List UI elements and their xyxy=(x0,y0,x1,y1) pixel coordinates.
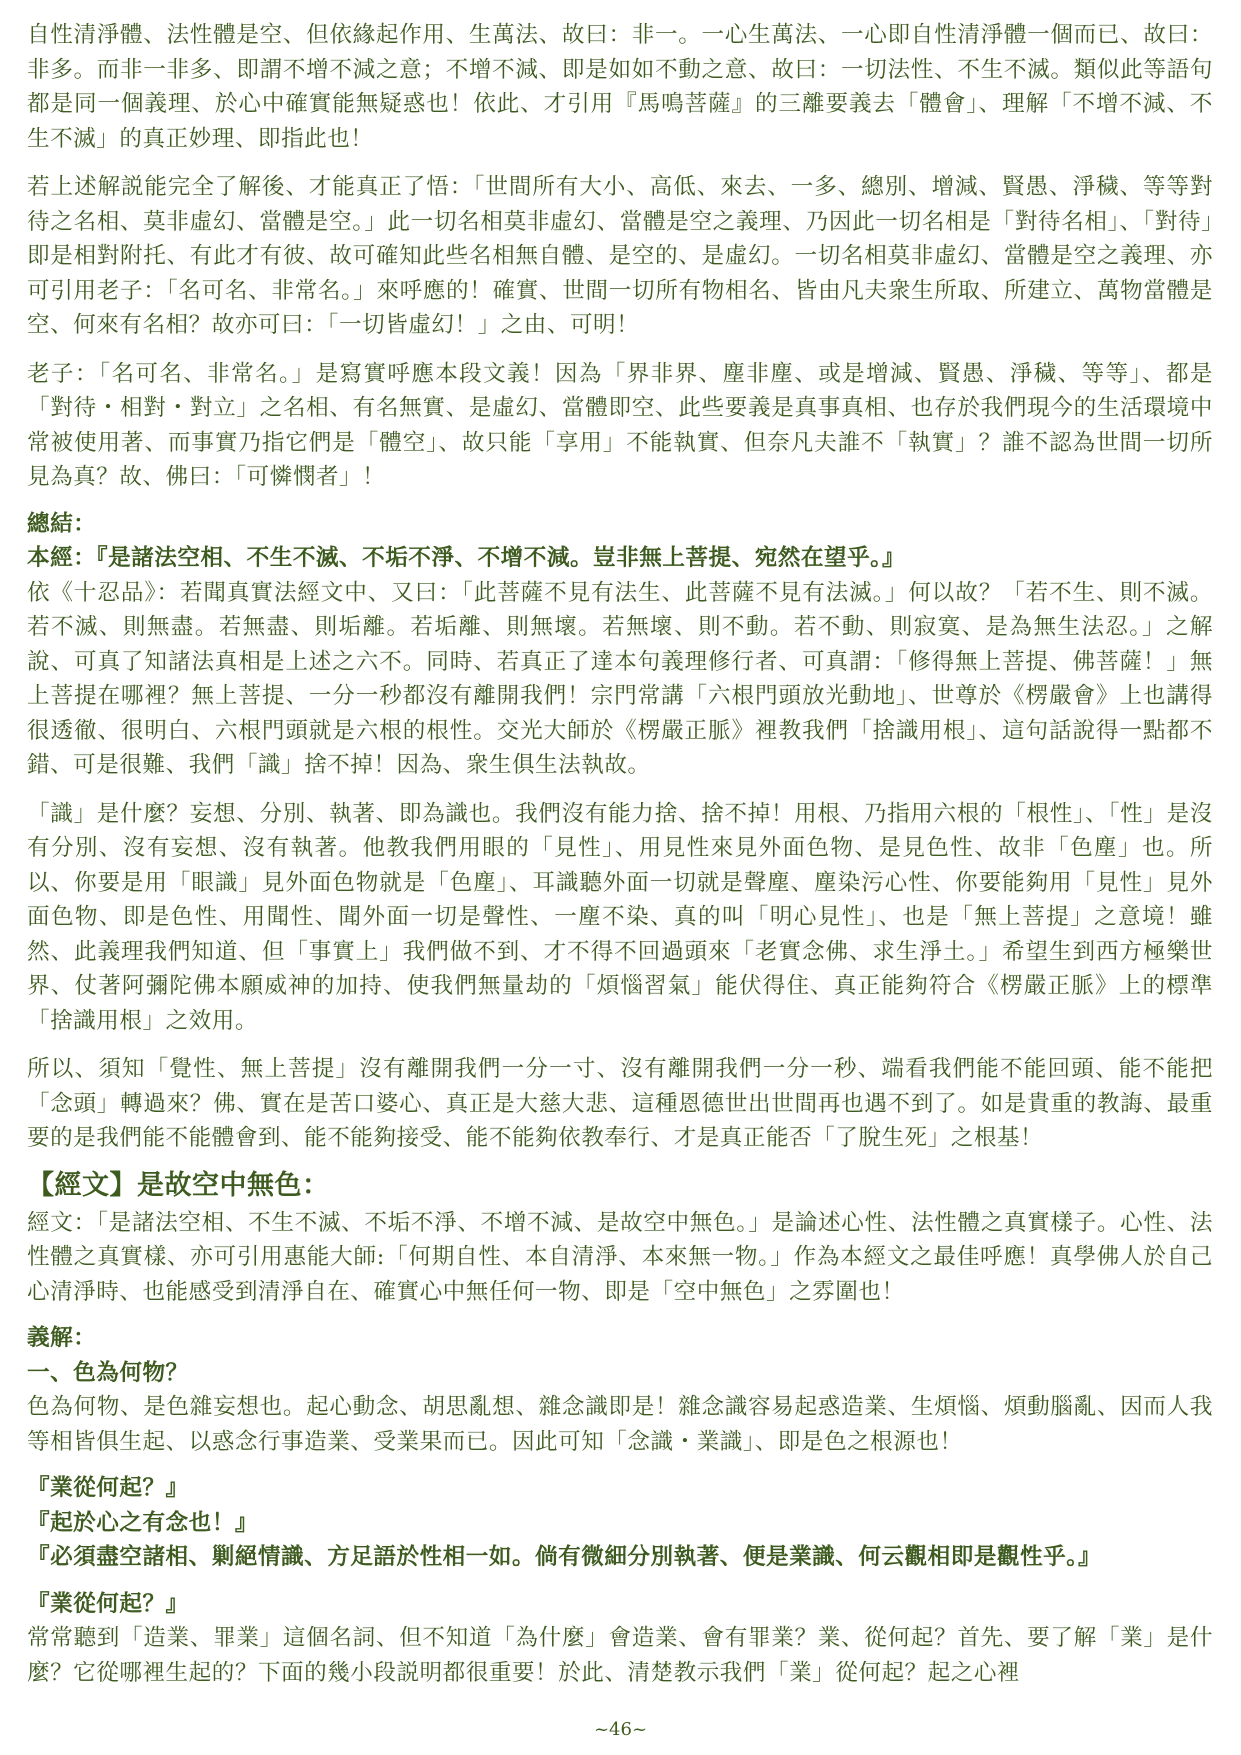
heading-explanation: 義解： xyxy=(27,1325,97,1351)
quote-3: 『必須盡空諸相、剿絕情識、方足語於性相一如。倘有微細分別執著、便是業識、何云觀相即是觀性乎。』 xyxy=(27,1544,1102,1570)
page-number: ~46~ xyxy=(593,1719,648,1740)
paragraph-2: 若上述解説能完全了解後、才能真正了悟：「世間所有大小、高低、來去、一多、總別、增減、賢愚、淨穢、等等對待之名相、莫非虛幻、當體是空。」此一切名相莫非虛幻、當體是空之義理、乃因此一切名相是「對待名相」、「對待」即是相對附托、有此才有彼、故可確知此些名相無自體、是空的、是虛幻。一切名相莫非虛幻、當體是空之義理、亦可引用老子：「名可名、非常名。」來呼應的！確實、世間一切所有物相名、皆由凡夫衆生所取、所建立、萬物當體是空、何來有名相？故亦可曰：「一切皆虛幻！」之由、可明！ xyxy=(27,174,1213,338)
paragraph-4: 依《十忍品》：若聞真實法經文中、又曰：「此菩薩不見有法生、此菩薩不見有法滅。」何以故？「若不生、則不滅。若不滅、則無盡。若無盡、則垢離。若垢離、則無壞。若無壞、則不動。若不動、則寂寞、是為無生法忍。」之解說、可真了知諸法真相是上述之六不。同時、若真正了達本句義理修行者、可真謂：「修得無上菩提、佛菩薩！」無上菩提在哪裡？無上菩提、一分一秒都沒有離開我們！宗門常講「六根門頭放光動地」、世尊於《楞嚴會》上也講得很透徹、很明白、六根門頭就是六根的根性。交光大師於《楞嚴正脈》裡教我們「捨識用根」、這句話說得一點都不錯、可是很難、我們「識」捨不掉！因為、衆生俱生法執故。 xyxy=(27,579,1213,778)
paragraph-8: 色為何物、是色雜妄想也。起心動念、胡思亂想、雜念識即是！雜念識容易起惑造業、生煩惱、煩動腦亂、因而人我等相皆俱生起、以惑念行事造業、受業果而已。因此可知「念識・業識」、即是色之根源也！ xyxy=(27,1394,1213,1455)
quote-4: 『業從何起？』 xyxy=(27,1590,189,1617)
paragraph-7: 經文：「是諸法空相、不生不滅、不垢不淨、不增不減、是故空中無色。」是論述心性、法性體之真實樣子。心性、法性體之真實樣、亦可引用惠能大師:「何期自性、本自清淨、本來無一物。」作為本經文之最佳呼應！真學佛人於自己心清淨時、也能感受到清淨自在、確實心中無任何一物、即是「空中無色」之雰圍也！ xyxy=(27,1209,1213,1305)
quote-1: 『業從何起？』 xyxy=(27,1475,189,1501)
paragraph-3: 老子：「名可名、非常名。」是寫實呼應本段文義！因為「界非界、塵非塵、或是增減、賢愚、淨穢、等等」、都是「對待・相對・對立」之名相、有名無實、是虛幻、當體即空、此些要義是真事真相、也存於我們現今的生活環境中常被使用著、而事實乃指它們是「體空」、故只能「享用」不能執實、但奈凡夫誰不「執實」？誰不認為世間一切所見為真？故、佛曰：「可憐憫者」！ xyxy=(27,360,1213,490)
paragraph-1: 自性清淨體、法性體是空、但依緣起作用、生萬法、故曰：非一。一心生萬法、一心即自性清淨體一個而已、故曰：非多。而非一非多、即謂不增不減之意；不增不減、即是如如不動之意、故曰：一切法性、不生不滅。類似此等語句都是同一個義理、於心中確實能無疑惑也！依此、才引用『馬鳴菩薩』的三離要義去「體會」、理解「不增不減、不生不滅」的真正妙理、即指此也！ xyxy=(27,22,1213,152)
paragraph-9: 常常聽到「造業、罪業」這個名詞、但不知道「為什麼」會造業、會有罪業？業、從何起？首先、要了解「業」是什麼？它從哪裡生起的？下面的幾小段説明都很重要！於此、清楚教示我們「業」從何起？起之心裡 xyxy=(27,1625,1213,1686)
quote-2: 『起於心之有念也！』 xyxy=(27,1509,258,1536)
subheading-what-is-form: 一、色為何物？ xyxy=(27,1359,189,1386)
paragraph-5: 「識」是什麼？妄想、分別、執著、即為識也。我們沒有能力捨、捨不掉！用根、乃指用六根的「根性」、「性」是沒有分別、沒有妄想、沒有執著。他教我們用眼的「見性」、用見性來見外面色物、是見色性、故非「色塵」也。所以、你要是用「眼識」見外面色物就是「色塵」、耳識聽外面一切就是聲塵、塵染污心性、你要能夠用「見性」見外面色物、即是色性、用聞性、聞外面一切是聲性、一塵不染、真的叫「明心見性」、也是「無上菩提」之意境！雖然、此義理我們知道、但「事實上」我們做不到、才不得不回過頭來「老實念佛、求生淨土。」希望生到西方極樂世界、仗著阿彌陀佛本願威神的加持、使我們無量劫的「煩惱習氣」能伏得住、真正能夠符合《楞嚴正脈》上的標準「捨識用根」之效用。 xyxy=(27,800,1213,1034)
paragraph-6: 所以、須知「覺性、無上菩提」沒有離開我們一分一寸、沒有離開我們一分一秒、端看我們能不能回頭、能不能把「念頭」轉過來？佛、實在是苦口婆心、真正是大慈大悲、這種恩德世出世間再也遇不到了。如是貴重的教誨、最重要的是我們能不能體會到、能不能夠接受、能不能夠依教奉行、才是真正能否「了脫生死」之根基！ xyxy=(27,1056,1213,1151)
heading-summary: 總結： xyxy=(27,510,97,537)
sutra-quote: 本經：『是諸法空相、不生不滅、不垢不淨、不增不減。豈非無上菩提、宛然在望乎。』 xyxy=(27,545,906,571)
section-heading-sutra: 【經文】是故空中無色： xyxy=(27,1169,330,1201)
